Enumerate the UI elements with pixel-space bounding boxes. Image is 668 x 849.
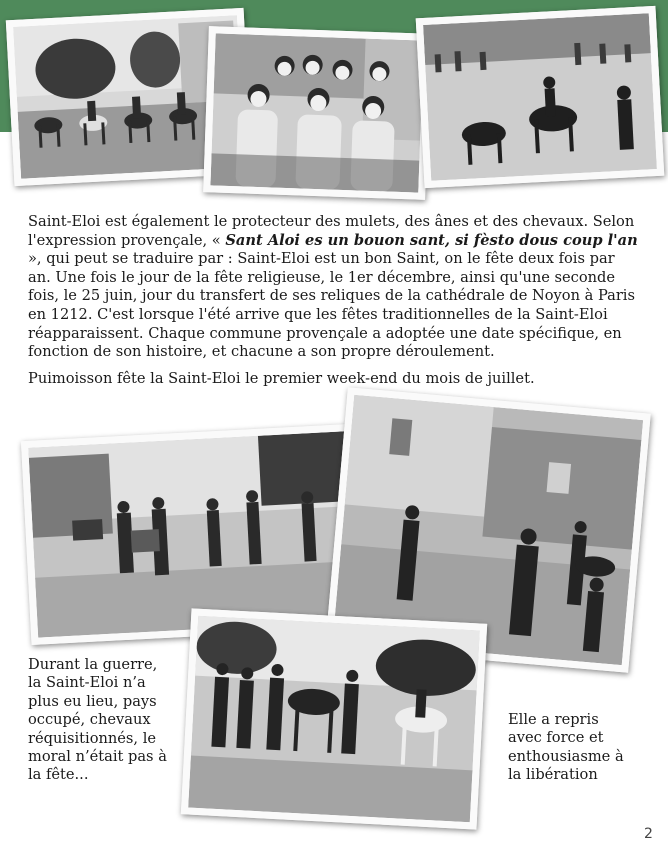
caption-liberation: Elle a repris avec force et enthousiasme à la libération	[508, 711, 624, 784]
photo-crowd-horses	[181, 608, 487, 829]
provencal-quote: Sant Aloi es un bouon sant, si fèsto dous coup l'an	[225, 231, 638, 249]
photo-group-women	[203, 26, 431, 200]
intro-text-before: Saint-Eloi est également le protecteur des mulets, des ânes et des chevaux. Selon l'expression provençale, «	[28, 213, 635, 249]
intro-paragraph	[28, 213, 640, 362]
intro-text-after: », qui peut se traduire par : Saint-Eloi est un bon Saint, on le fête deux fois par an. Une fois le jour de la fête religieuse, le 1er décembre, ainsi qu'une seconde fois, le 25 juin, jour du transfert de ses reliques de la cathédrale de Noyon à Paris en 1212. C'est lorsque l'été arrive que les fêtes traditionnelles de la Saint-Eloi réapparaissent. Chaque commune provençale a adoptée une date spécifique, en fonction de son histoire, et chacune a son propre déroulement.	[28, 250, 635, 361]
page-number: 2	[644, 826, 653, 842]
puimoisson-paragraph: Puimoisson fête la Saint-Eloi le premier week-end du mois de juillet.	[28, 370, 535, 387]
caption-war: Durant la guerre, la Saint-Eloi n’a plus eu lieu, pays occupé, chevaux réquisitionnés, le moral n’était pas à la fête...	[28, 656, 167, 784]
photo-horses-square	[416, 6, 665, 188]
